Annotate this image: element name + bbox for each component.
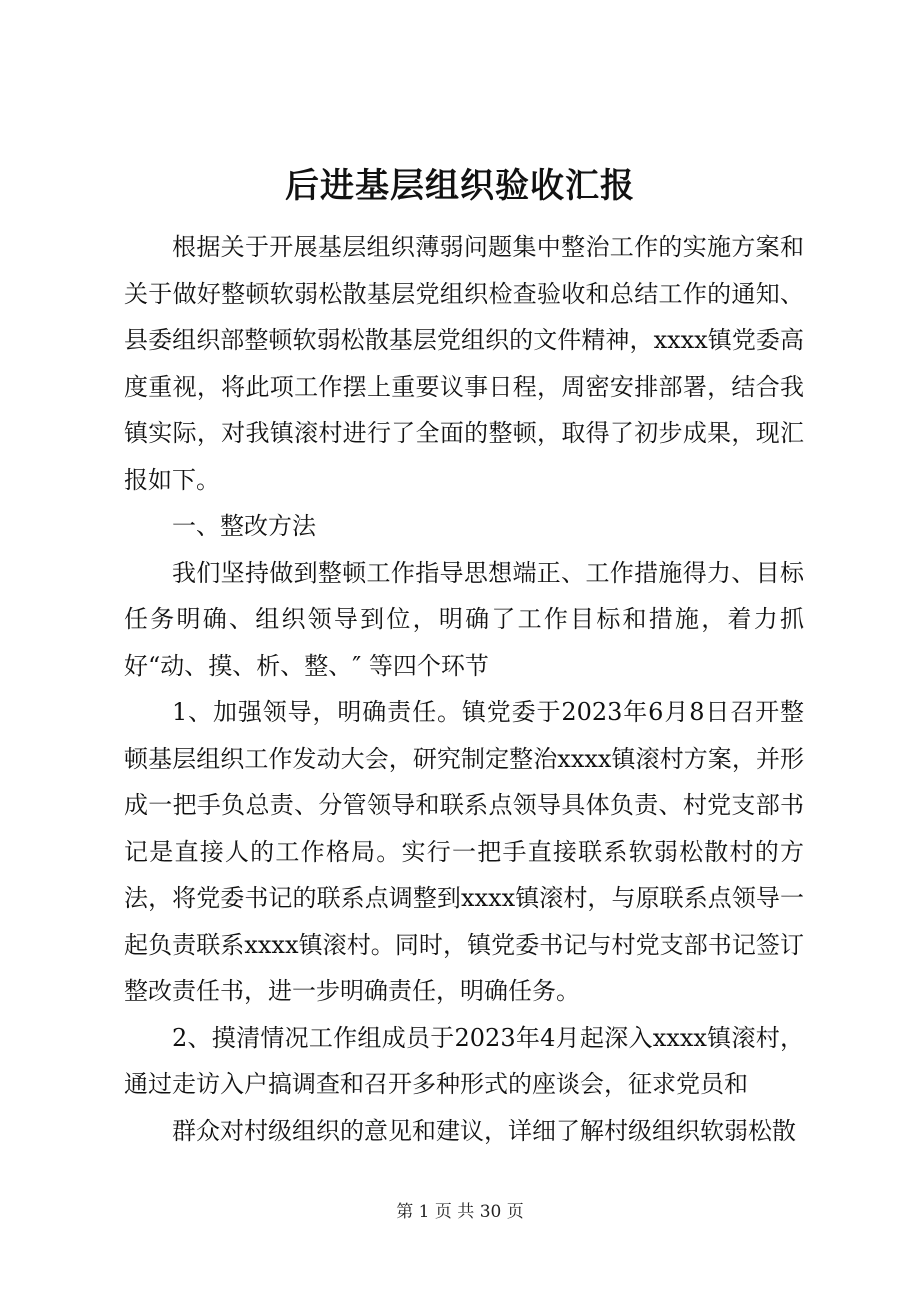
document-body [124,224,804,1154]
document-title: 后进基层组织验收汇报 [285,166,635,206]
section-heading-rectification-methods: 一、整改方法 [172,512,316,540]
paragraph-strengthen-leadership: 1、加强领导，明确责任。镇党委于2023年6月8日召开整顿基层组织工作发动大会，研究制定整治xxxx镇滚村方案，并形成一把手负总责、分管领导和联系点领导具体负责、村党支部书记是直接人的工作格局。实行一把手直接联系软弱松散村的方法，将党委书记的联系点调整到xxxx镇滚村，与原联系点领导一起负责联系xxxx镇滚村。同时，镇党委书记与村党支部书记签订整改责任书，进一步明确责任，明确任务。 [124,698,804,1005]
page-number-footer: 第 1 页 共 30 页 [396,1202,524,1222]
paragraph-intro: 根据关于开展基层组织薄弱问题集中整治工作的实施方案和关于做好整顿软弱松散基层党组织检查验收和总结工作的通知、县委组织部整顿软弱松散基层党组织的文件精神，xxxx镇党委高度重视，将此项工作摆上重要议事日程，周密安排部署，结合我镇实际，对我镇滚村进行了全面的整顿，取得了初步成果，现汇报如下。 [124,233,804,494]
paragraph-masses-opinions: 群众对村级组织的意见和建议，详细了解村级组织软弱松散 [172,1116,796,1145]
paragraph-investigate-situation: 2、摸清情况工作组成员于2023年4月起深入xxxx镇滚村，通过走访入户搞调查和召开多种形式的座谈会，征求党员和 [124,1023,804,1098]
paragraph-principles: 我们坚持做到整顿工作指导思想端正、工作措施得力、目标任务明确、组织领导到位，明确了工作目标和措施，着力抓好“动、摸、析、整、″ 等四个环节 [124,558,804,680]
